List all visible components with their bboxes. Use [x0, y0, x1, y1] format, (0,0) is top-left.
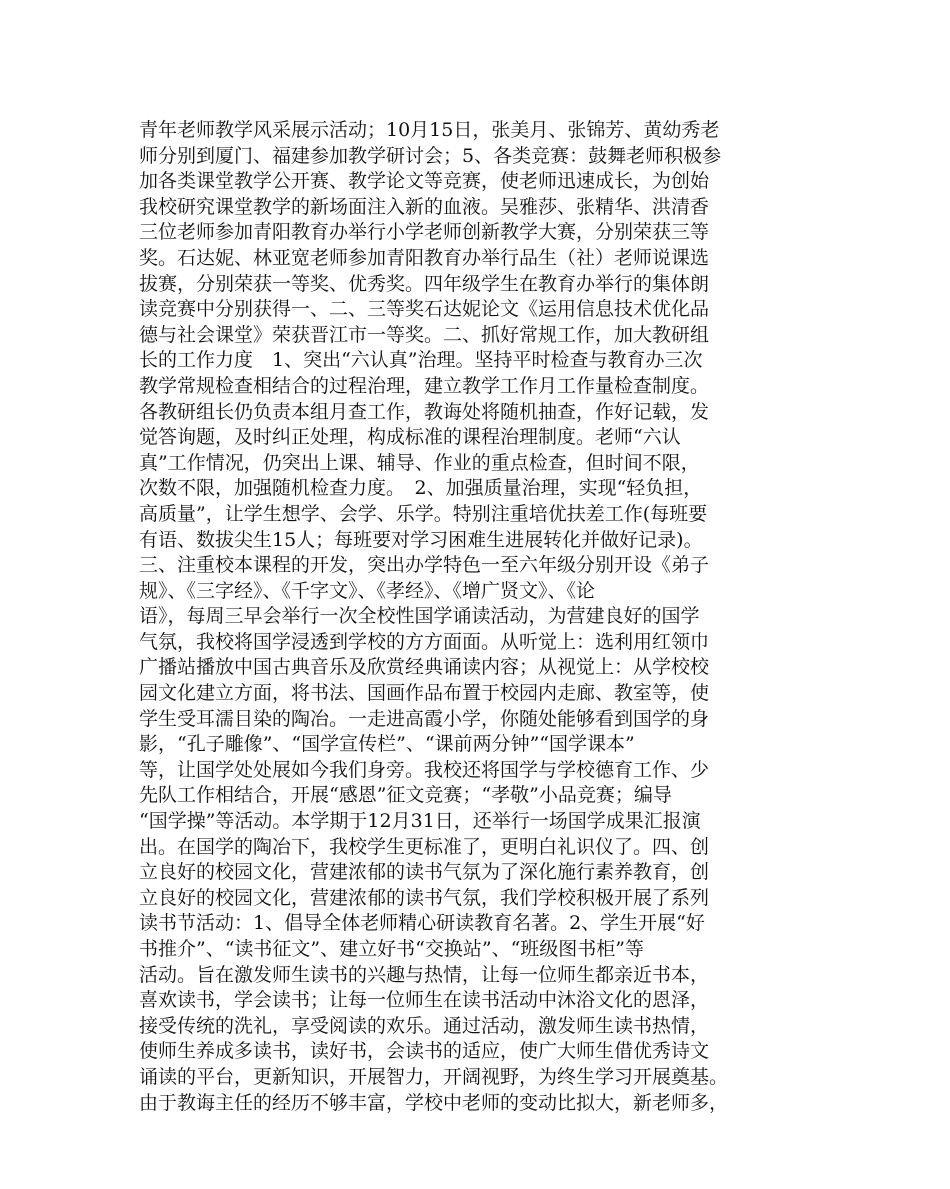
text-line: 德与社会课堂》荣获晋江市一等奖。二、抓好常规工作，加大教研组 — [139, 323, 710, 346]
text-line: 书推介”、“读书征文”、建立好书“交换站”、“班级图书柜”等 — [139, 938, 644, 960]
text-line: 学生受耳濡目染的陶冶。一走进高霞小学，你随处能够看到国学的身 — [139, 707, 710, 730]
text-line: 喜欢读书，学会读书；让每一位师生在读书活动中沐浴文化的恩泽， — [139, 989, 710, 1012]
text-line: 立良好的校园文化，营建浓郁的读书气氛，我们学校积极开展了系列 — [139, 886, 710, 909]
text-line: 读竞赛中分别获得一、二、三等奖石达妮论文《运用信息技术优化品 — [139, 298, 710, 321]
text-line: 立良好的校园文化，营建浓郁的读书气氛为了深化施行素养教育，创 — [139, 861, 710, 884]
text-line: 活动。旨在激发师生读书的兴趣与热情，让每一位师生都亲近书本， — [139, 963, 710, 986]
text-line: 规》、《三字经》、《千字文》、《孝经》、《增广贤文》、《论 — [139, 579, 596, 602]
body-text — [139, 118, 829, 1116]
text-line: 拔赛，分别荣获一等奖、优秀奖。四年级学生在教育办举行的集体朗 — [139, 272, 710, 295]
text-line: 高质量”，让学生想学、会学、乐学。特别注重培优扶差工作(每班要 — [139, 502, 708, 525]
text-line: 园文化建立方面，将书法、国画作品布置于校园内走廊、教室等，使 — [139, 682, 710, 705]
text-line: 各教研组长仍负责本组月查工作，教诲处将随机抽查，作好记载，发 — [139, 400, 710, 423]
text-line: 三、注重校本课程的开发，突出办学特色一至六年级分别开设《弟子 — [139, 554, 710, 577]
text-line: 师分别到厦门、福建参加教学研讨会；5、各类竞赛：鼓舞老师积极参 — [139, 144, 722, 167]
text-line: 等，让国学处处展如今我们身旁。我校还将国学与学校德育工作、少 — [139, 758, 710, 781]
text-line: 接受传统的洗礼，享受阅读的欢乐。通过活动，激发师生读书热情， — [139, 1014, 710, 1037]
text-line: 真”工作情况，仍突出上课、辅导、作业的重点检查，但时间不限， — [139, 451, 700, 474]
text-line: 三位老师参加青阳教育办举行小学老师创新教学大赛，分别荣获三等 — [139, 221, 710, 244]
text-line: 广播站播放中国古典音乐及欣赏经典诵读内容；从视觉上：从学校校 — [139, 656, 710, 679]
text-line: 青年老师教学风采展示活动；10月15日，张美月、张锦芳、黄幼秀老 — [139, 119, 720, 141]
text-line: 读书节活动：1、倡导全体老师精心研读教育名著。2、学生开展“好 — [139, 912, 705, 935]
text-line: 由于教诲主任的经历不够丰富，学校中老师的变动比拟大，新老师多， — [139, 1091, 729, 1114]
text-line: 气氛，我校将国学浸透到学校的方方面面。从听觉上：选利用红领巾 — [139, 630, 710, 653]
text-line: 我校研究课堂教学的新场面注入新的血液。吴雅莎、张精华、洪清香 — [139, 195, 710, 218]
text-line: 长的工作力度 1、突出“六认真”治理。坚持平时检查与教育办三次 — [139, 349, 703, 372]
text-line: 先队工作相结合，开展“感恩”征文竞赛；“孝敬”小品竞赛；编导 — [139, 784, 672, 807]
text-line: 出。在国学的陶冶下，我校学生更标准了，更明白礼识仪了。四、创 — [139, 835, 710, 858]
text-line: 教学常规检查相结合的过程治理，建立教学工作月工作量检查制度。 — [139, 374, 710, 397]
text-line: 次数不限，加强随机检查力度。 2、加强质量治理，实现“轻负担， — [139, 477, 703, 500]
text-line: 影，“孔子雕像”、“国学宣传栏”、“课前两分钟”“国学课本” — [139, 733, 635, 756]
text-line: 加各类课堂教学公开赛、教学论文等竞赛，使老师迅速成长，为创始 — [139, 170, 710, 193]
text-line: “国学操”等活动。本学期于12月31日，还举行一场国学成果汇报演 — [139, 810, 701, 833]
text-line: 有语、数拔尖生15人；每班要对学习困难生进展转化并做好记录)。 — [139, 528, 703, 551]
text-line: 使师生养成多读书，读好书，会读书的适应，使广大师生借优秀诗文 — [139, 1040, 710, 1063]
text-line: 奖。石达妮、林亚宽老师参加青阳教育办举行品生（社）老师说课选 — [139, 246, 710, 269]
text-line: 语》，每周三早会举行一次全校性国学诵读活动，为营建良好的国学 — [139, 605, 700, 628]
text-line: 觉答询题，及时纠正处理，构成标准的课程治理制度。老师“六认 — [139, 426, 681, 449]
text-line: 诵读的平台，更新知识，开展智力，开阔视野，为终生学习开展奠基。 — [139, 1065, 729, 1088]
